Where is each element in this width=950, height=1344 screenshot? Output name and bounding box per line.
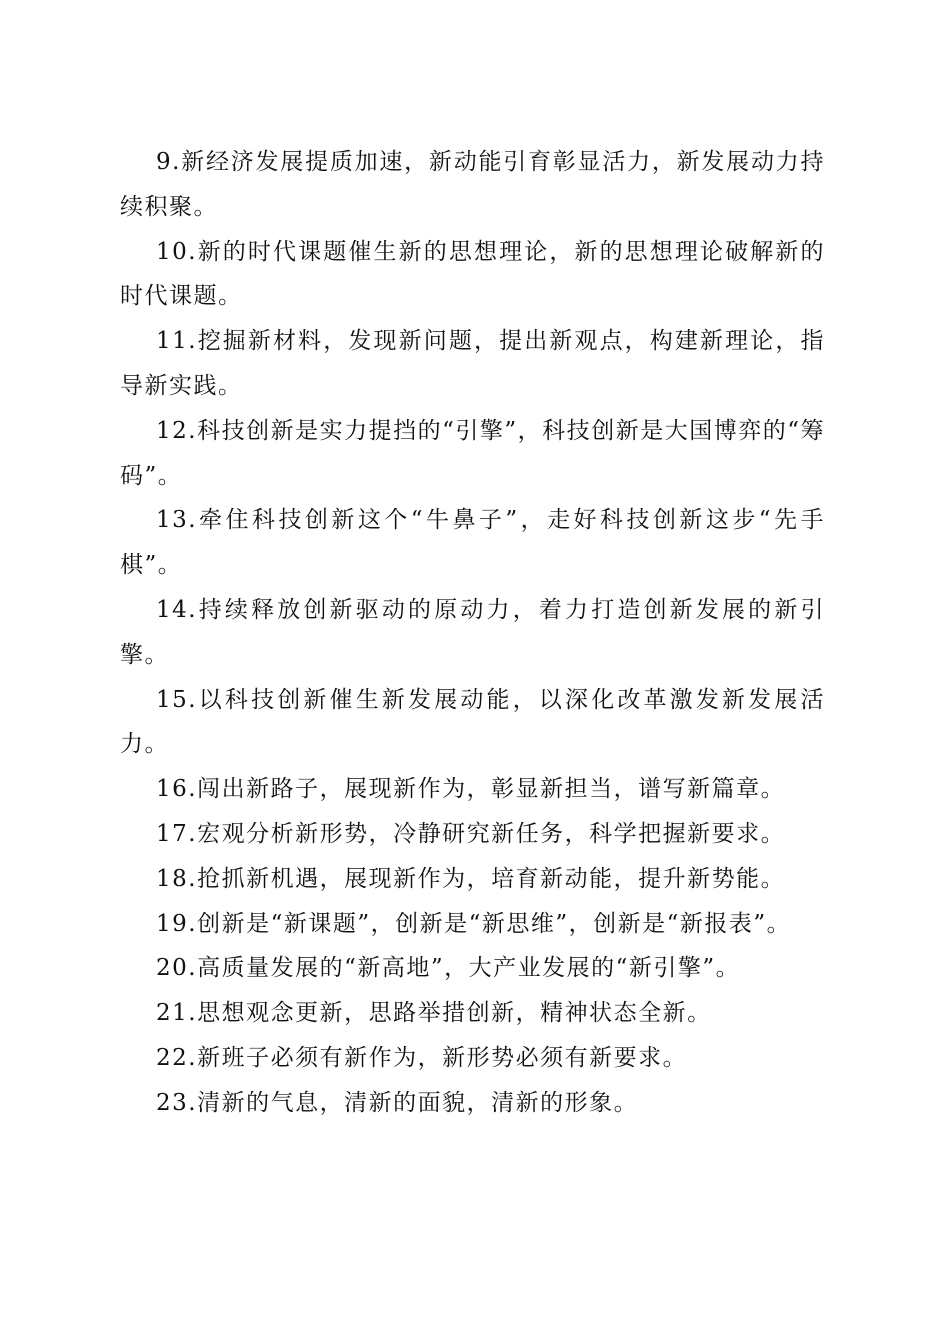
list-item-13: 13.牵住科技创新这个“牛鼻子”，走好科技创新这步“先手棋”。 bbox=[120, 507, 825, 579]
list-item-18: 18.抢抓新机遇，展现新作为，培育新动能，提升新势能。 bbox=[156, 865, 786, 892]
list-item-16: 16.闯出新路子，展现新作为，彰显新担当，谱写新篇章。 bbox=[156, 776, 786, 803]
list-item-17: 17.宏观分析新形势，冷静研究新任务，科学把握新要求。 bbox=[156, 820, 786, 847]
list-item-10: 10.新的时代课题催生新的思想理论，新的思想理论破解新的时代课题。 bbox=[120, 238, 825, 310]
list-item-12: 12.科技创新是实力提挡的“引擎”，科技创新是大国博弈的“筹码”。 bbox=[120, 417, 825, 489]
list-item-19: 19.创新是“新课题”，创新是“新思维”，创新是“新报表”。 bbox=[156, 910, 792, 937]
list-item-14: 14.持续释放创新驱动的原动力，着力打造创新发展的新引擎。 bbox=[120, 596, 825, 668]
list-item-20: 20.高质量发展的“新高地”，大产业发展的“新引擎”。 bbox=[156, 955, 741, 982]
list-item-22: 22.新班子必须有新作为，新形势必须有新要求。 bbox=[156, 1044, 688, 1071]
list-item-9: 9.新经济发展提质加速，新动能引育彰显活力，新发展动力持续积聚。 bbox=[120, 149, 825, 220]
list-item-23: 23.清新的气息，清新的面貌，清新的形象。 bbox=[156, 1089, 639, 1116]
list-item-11: 11.挖掘新材料，发现新问题，提出新观点，构建新理论，指导新实践。 bbox=[120, 328, 825, 399]
list-item-21: 21.思想观念更新，思路举措创新，精神状态全新。 bbox=[156, 1000, 712, 1027]
list-item-15: 15.以科技创新催生新发展动能，以深化改革激发新发展活力。 bbox=[120, 686, 825, 758]
document-body bbox=[120, 140, 825, 1126]
